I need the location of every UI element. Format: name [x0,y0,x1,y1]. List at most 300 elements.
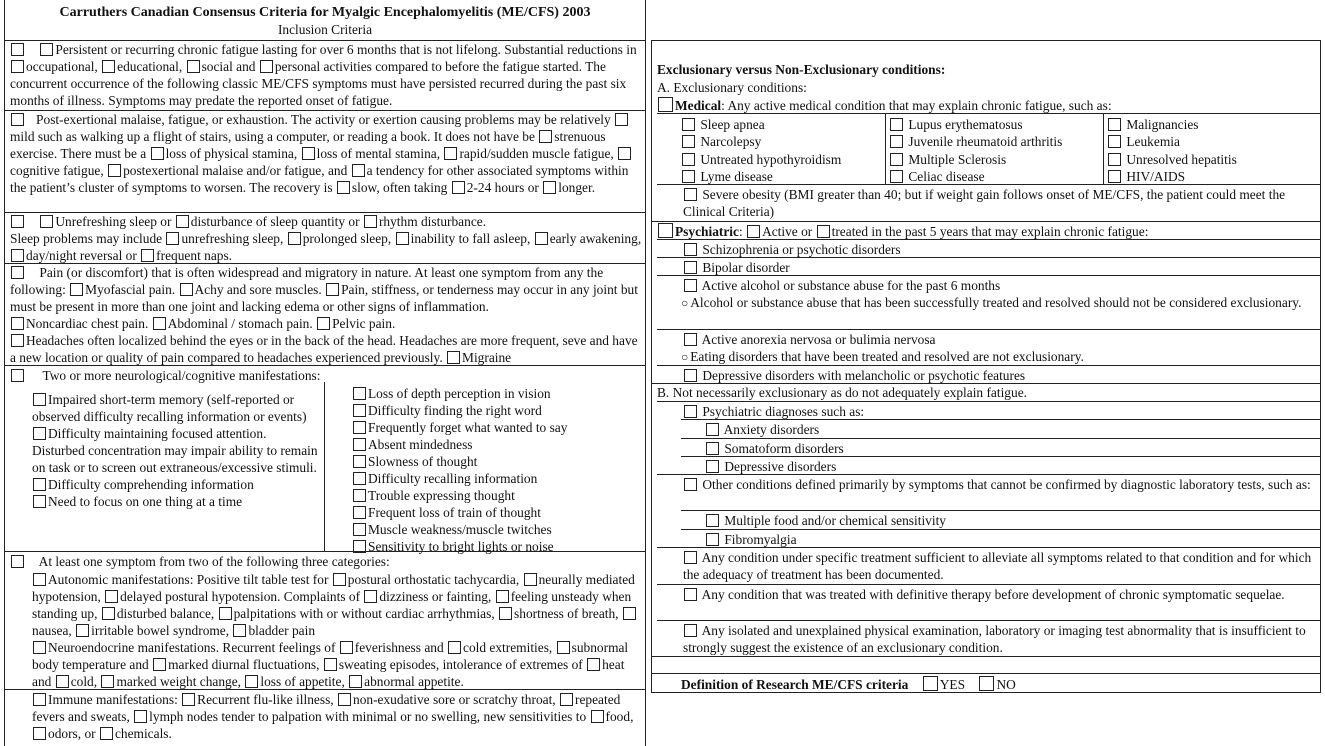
medical-text: : Any active medical condition that may explain chronic fatigue, such as: [721,98,1112,113]
psych-treated-checkbox[interactable] [817,225,830,238]
slow-label: slow, often taking [351,180,448,195]
anxiety-checkbox[interactable] [706,423,719,436]
exclusion-panel [651,0,1325,746]
anxiety-row [705,421,1321,438]
psych-grid-line [657,329,1321,330]
alcohol-note-row [681,294,1315,312]
exclusion-heading: Exclusionary versus Non-Exclusionary conditions: [657,62,946,77]
chemicals-checkbox[interactable] [100,727,113,740]
neuro-right-checkbox-5[interactable] [353,472,366,485]
neuro-right-checkbox-4[interactable] [353,455,366,468]
b-depressive-label: Depressive disorders [724,459,837,474]
fall-asleep-checkbox[interactable] [396,232,409,245]
headaches-label: Headaches often localized behind the eyes or in the back of the head. Headaches are more frequent, seve and have a new location or quality of pain compared to headaches experienced previously. [10,333,638,365]
early-awakening-label: early awakening, [549,231,642,246]
educational-label: educational, [117,59,183,74]
pem-main-checkbox[interactable] [11,113,24,126]
no-checkbox[interactable] [979,676,994,691]
unrefreshing-checkbox[interactable] [40,215,53,228]
headaches-checkbox[interactable] [11,334,24,347]
joint-pain-checkbox[interactable] [326,283,339,296]
medical-grid [657,113,1321,185]
neuro-divider [324,382,325,552]
medical-item: Celiac disease [908,169,985,184]
psych-treated-label: treated in the past 5 years that may explain chronic fatigue: [831,224,1149,239]
somatoform-row [705,440,1321,457]
neuro-left-item: Difficulty maintaining focused attention. Disturbed concentration may impair ability to remain on task or to screen out extraneous/excessive stimuli. [32,426,318,475]
neuro-right-item: Difficulty recalling information [368,471,538,486]
b-other-label: Other conditions defined primarily by symptoms that cannot be confirmed by diagnostic laboratory tests, such as: [702,477,1311,492]
nmh-checkbox[interactable] [524,573,537,586]
pem-text-3: strenuous exercise. There must be a [10,129,606,161]
ibs-checkbox[interactable] [76,624,89,637]
b-grid-line [681,529,1321,530]
medical-item: Unresolved hepatitis [1126,152,1237,167]
weight-change-checkbox[interactable] [101,675,114,688]
three-heading: At least one symptom from two of the following three categories: [38,554,390,569]
neuro-heading: Two or more neurological/cognitive manifestations: [42,368,321,383]
b-isolated-row [683,622,1319,656]
personal-checkbox[interactable] [260,60,273,73]
physical-stamina-label: loss of physical stamina, [165,146,298,161]
b-defin-row [683,586,1319,603]
hepatitis-checkbox[interactable] [1108,153,1121,166]
throat-label: non-exudative sore or scratchy throat, [353,692,556,707]
pem-text: Post-exertional malaise, fatigue, or exhaustion. The activity or exertion causing problems may be relatively [36,112,611,127]
circle-bullet-icon: ○ [681,350,689,364]
b-psych-row [683,403,1321,420]
achy-label: Achy and sore muscles. [194,282,322,297]
immune-checkbox[interactable] [33,693,46,706]
cold-extremities-checkbox[interactable] [448,641,461,654]
page-subtitle: Inclusion Criteria [277,22,373,37]
slow-checkbox[interactable] [337,181,350,194]
b-isolated-checkbox[interactable] [684,624,697,637]
left-border [4,0,5,746]
pem-text-9: a tendency for other associated symptoms within the patient’s cluster of symptoms to worsen. The recovery is [10,163,629,195]
depressive-row [683,367,1321,384]
neuro-left-item: Impaired short-term memory (self-reported or observed difficulty recalling information or events) [32,392,307,424]
achy-checkbox[interactable] [180,283,193,296]
abnormal-appetite-checkbox[interactable] [349,675,362,688]
muscle-fatigue-checkbox[interactable] [444,147,457,160]
definition-row [681,676,1016,693]
alcohol-row [683,277,1321,294]
food-label: food, [605,709,634,724]
pots-label: postural orthostatic tachycardia, [347,572,520,587]
pain-main-checkbox[interactable] [11,266,24,279]
pots-checkbox[interactable] [333,573,346,586]
medical-item: Malignancies [1126,117,1199,132]
anxiety-label: Anxiety disorders [723,422,820,437]
psych-grid-line [657,275,1321,276]
fatigue-checkbox[interactable] [40,43,53,56]
immune-text: Immune manifestations: [48,692,178,707]
b-depressive-checkbox[interactable] [706,460,719,473]
anorexia-checkbox[interactable] [684,333,697,346]
psych-grid-line [657,365,1321,366]
psych-label: Psychiatric [675,224,739,239]
physical-stamina-checkbox[interactable] [151,147,164,160]
bipolar-row [683,259,1321,276]
fibro-label: Fibromyalgia [724,532,797,547]
obesity-checkbox[interactable] [684,188,697,201]
psych-grid-line [657,257,1321,258]
definition-label: Definition of Research ME/CFS criteria [681,677,909,692]
chest-pain-checkbox[interactable] [11,317,24,330]
page-title: Carruthers Canadian Consensus Criteria for Myalgic Encephalomyelitis (ME/CFS) 2003 [59,5,591,20]
lymph-label: lymph nodes tender to palpation with minimal or no swelling, new sensitivities to [149,709,587,724]
immune-divider [4,689,646,690]
neuro-right-checkbox-1[interactable] [353,404,366,417]
b-grid-line [657,401,1321,402]
b-other-row [683,476,1319,493]
neuro-left-checkbox-1[interactable] [33,427,46,440]
alcohol-label: Active alcohol or substance abuse for the past 6 months [701,278,1001,293]
neuro-right-checkbox-2[interactable] [353,421,366,434]
fatigue-text-2: personal activities compared to before the fatigue started. The concurrent occurrence of the following classic ME/CFS symptoms must have persisted recurred during the past six months of illness. Symptoms may predate the reported onset of fatigue. [10,59,627,108]
neuro-left-checkbox-2[interactable] [33,478,46,491]
bladder-label: bladder pain [248,623,316,638]
bipolar-label: Bipolar disorder [702,260,790,275]
fibro-checkbox[interactable] [706,533,719,546]
pain-text: Pain (or discomfort) that is often widespread and migratory in nature. At least one symptom from any the following: [10,265,604,297]
anorexia-row [683,331,1321,348]
psych-row [657,223,1321,240]
medical-item: Multiple Sclerosis [908,152,1007,167]
b-depressive-row [705,458,1321,475]
delayed-hypotension-checkbox[interactable] [105,590,118,603]
mental-stamina-checkbox[interactable] [302,147,315,160]
depressive-label: Depressive disorders with melancholic or psychotic features [702,368,1026,383]
throat-checkbox[interactable] [338,693,351,706]
psych-active-label: Active or [762,224,813,239]
a-label-row [657,79,1321,96]
medical-item: Sleep apnea [700,117,765,132]
b-psych-checkbox[interactable] [684,405,697,418]
neuro-right-list [352,385,642,555]
b-other-checkbox[interactable] [684,478,697,491]
leukemia-checkbox[interactable] [1108,135,1121,148]
cognitive-fatigue-checkbox[interactable] [618,147,631,160]
neuro-right-item: Frequent loss of train of thought [368,505,541,520]
inclusion-criteria-panel [4,0,646,746]
neuro-left-checkbox-0[interactable] [33,393,46,406]
neuro-right-checkbox-0[interactable] [353,387,366,400]
b-grid-line [651,656,1321,657]
pelvic-pain-label: Pelvic pain. [332,316,396,331]
pain-section [4,263,646,365]
alcohol-checkbox[interactable] [684,279,697,292]
unsteady-label: feeling unsteady when standing up, [32,589,632,621]
pem-text-2: mild such as walking up a flight of stairs, using a computer, or reading a book. It does not have be [10,129,535,144]
neuro-right-checkbox-3[interactable] [353,438,366,451]
prolonged-sleep-label: prolonged sleep, [302,231,392,246]
b-grid-line [657,584,1321,585]
neuroendocrine-checkbox[interactable] [33,641,46,654]
fatigue-text: Persistent or recurring chronic fatigue lasting for over 6 months that is not lifelong. Substantial reductions in [55,42,637,57]
social-checkbox[interactable] [187,60,200,73]
neuro-left-item: Need to focus on one thing at a time [48,494,243,509]
immune-block [32,691,640,742]
nausea-label: nausea, [32,623,72,638]
diurnal-checkbox[interactable] [153,658,166,671]
unrefreshing-label: Unrefreshing sleep or [55,214,172,229]
bladder-checkbox[interactable] [233,624,246,637]
neuro-left-list [32,391,320,510]
anorexia-label: Active anorexia nervosa or bulimia nervosa [701,332,936,347]
rhythm-label: rhythm disturbance. [378,214,487,229]
fibro-row [705,531,1321,548]
b-treat-label: Any condition under specific treatment sufficient to alleviate all symptoms related to that condition and for which the adequacy of treatment has been documented. [683,550,1312,582]
psych-grid-line [657,239,1321,240]
cold-extremities-label: cold extremities, [463,640,553,655]
postexertional-checkbox[interactable] [108,164,121,177]
longer-label: longer. [558,180,596,195]
medical-item: Leukemia [1126,134,1180,149]
mcs-checkbox[interactable] [706,514,719,527]
b-grid-line [681,456,1321,457]
b-grid-line [657,547,1321,548]
sleep-quantity-label: disturbance of sleep quantity or [190,214,360,229]
abnormal-appetite-label: abnormal appetite. [364,674,464,689]
abdominal-pain-label: Abdominal / stomach pain. [167,316,313,331]
dizziness-checkbox[interactable] [364,590,377,603]
ibs-label: irritable bowel syndrome, [91,623,230,638]
medical-item: Juvenile rheumatoid arthritis [908,134,1063,149]
celiac-checkbox[interactable] [890,170,903,183]
hiv-checkbox[interactable] [1108,170,1121,183]
feverishness-label: feverishness and [354,640,444,655]
b-grid-line [681,438,1321,439]
grid-divider-2 [1103,114,1104,185]
autonomic-block [32,571,640,690]
neuro-right-item: Sensitivity to bright lights or noise [368,539,554,554]
odors-label: odors, or [48,726,96,741]
exclusion-heading-row [657,61,1321,78]
heat-label: heat and [32,657,625,689]
hypothyroidism-checkbox[interactable] [682,153,695,166]
neuro-right-item: Muscle weakness/muscle twitches [368,522,552,537]
migraine-checkbox[interactable] [447,351,460,364]
obesity-row [683,186,1319,220]
cognitive-fatigue-label: cognitive fatigue, [10,163,104,178]
three-main-checkbox[interactable] [11,555,24,568]
early-awakening-checkbox[interactable] [535,232,548,245]
breath-label: shortness of breath, [514,606,619,621]
sleep-quantity-checkbox[interactable] [176,215,189,228]
heat-checkbox[interactable] [587,658,600,671]
neuro-left-item: Difficulty comprehending information [48,477,254,492]
frequent-naps-label: frequent naps. [156,248,233,263]
ms-checkbox[interactable] [890,153,903,166]
b-defin-checkbox[interactable] [684,588,697,601]
diurnal-label: marked diurnal fluctuations, [168,657,320,672]
psych-colon: : [738,224,743,239]
nmh-label: neurally mediated hypotension, [32,572,635,604]
three-categories-section [4,551,646,746]
abdominal-pain-checkbox[interactable] [153,317,166,330]
neuro-main-checkbox[interactable] [11,369,24,382]
schizo-label: Schizophrenia or psychotic disorders [702,242,901,257]
unrefreshing-sleep-label: unrefreshing sleep, [181,231,284,246]
delayed-hypotension-label: delayed postural hypotension. Complaints of [120,589,361,604]
food-checkbox[interactable] [591,710,604,723]
day-night-label: day/night reversal or [26,248,137,263]
lupus-checkbox[interactable] [890,118,903,131]
tendency-checkbox[interactable] [352,164,365,177]
neuro-section [4,365,646,554]
subnormal-temp-checkbox[interactable] [557,641,570,654]
a-label: A. Exclusionary conditions: [657,80,807,95]
postexertional-label: postexertional malaise and/or fatigue, and [123,163,348,178]
fatigue-section [4,40,646,110]
header [4,4,646,40]
rhythm-checkbox[interactable] [364,215,377,228]
medical-row [657,97,1321,114]
pem-section [4,110,646,212]
medical-item: Lupus erythematosus [908,117,1023,132]
chest-pain-label: Noncardiac chest pain. [26,316,149,331]
autonomic-text: Autonomic manifestations: Positive tilt table test for [48,572,329,587]
bipolar-checkbox[interactable] [684,261,697,274]
myofascial-checkbox[interactable] [70,283,83,296]
medical-checkbox[interactable] [658,97,673,112]
malignancies-checkbox[interactable] [1108,118,1121,131]
mcs-label: Multiple food and/or chemical sensitivity [724,513,947,528]
psych-divider [651,221,1321,222]
alcohol-note: Alcohol or substance abuse that has been successfully treated and resolved should not be considered exclusionary. [690,295,1302,310]
obesity-divider [657,184,1321,185]
mcs-row [705,512,1321,529]
occupational-label: occupational, [26,59,98,74]
psych-active-checkbox[interactable] [747,225,760,238]
mental-stamina-label: loss of mental stamina, [316,146,441,161]
definition-top-line [651,673,1321,674]
joint-pain-label: Pain, stiffness, or tenderness may occur in any joint but must be present in more than one joint and lacking edema or other signs of inflammation. [10,282,638,314]
palpitations-checkbox[interactable] [219,607,232,620]
circle-bullet-icon: ○ [681,296,689,310]
sweating-label: sweating episodes, intolerance of extremes of [338,657,583,672]
unsteady-checkbox[interactable] [496,590,509,603]
feverishness-checkbox[interactable] [340,641,353,654]
neuro-right-checkbox-7[interactable] [353,506,366,519]
fevers-label: repeated fevers and sweats, [32,692,621,724]
b-grid-line [681,510,1321,511]
balance-checkbox[interactable] [102,607,115,620]
psychiatric-checkbox[interactable] [658,223,673,238]
educational-checkbox[interactable] [102,60,115,73]
obesity-text: Severe obesity (BMI greater than 40; but if weight gain follows onset of ME/CFS, the patient could meet the Clinical Criteria) [683,187,1286,219]
sleep-section [4,212,646,263]
neuro-left-checkbox-3[interactable] [33,495,46,508]
b-isolated-label: Any isolated and unexplained physical examination, laboratory or imaging test abnormality that is insufficient to strongly suggest the existence of an exclusionary condition. [683,623,1306,655]
medical-item: Untreated hypothyroidism [700,152,842,167]
autonomic-checkbox[interactable] [33,573,46,586]
eating-note: Eating disorders that have been treated and resolved are not exclusionary. [690,349,1084,364]
breath-checkbox[interactable] [499,607,512,620]
flu-checkbox[interactable] [182,693,195,706]
medical-item: HIV/AIDS [1126,169,1186,184]
dizziness-label: dizziness or fainting, [379,589,492,604]
frequent-naps-checkbox[interactable] [141,249,154,262]
unrefreshing-sleep-checkbox[interactable] [166,232,179,245]
lyme-checkbox[interactable] [682,170,695,183]
sleep-apnea-checkbox[interactable] [682,118,695,131]
occupational-checkbox[interactable] [11,60,24,73]
jra-checkbox[interactable] [890,135,903,148]
b-label: B. Not necessarily exclusionary as do not adequately explain fatigue. [657,385,1027,400]
schizo-checkbox[interactable] [684,243,697,256]
chemicals-label: chemicals. [114,726,172,741]
b-label-row [657,384,1321,401]
grid-divider-1 [885,114,886,185]
b-treat-checkbox[interactable] [684,551,697,564]
neuro-right-item: Frequently forget what wanted to say [368,420,568,435]
b-grid-line [657,620,1321,621]
muscle-fatigue-label: rapid/sudden muscle fatigue, [459,146,614,161]
migraine-label: Migraine [462,350,512,365]
no-label: NO [996,677,1016,692]
fatigue-main-checkbox[interactable] [11,43,24,56]
myofascial-label: Myofascial pain. [85,282,176,297]
prolonged-sleep-checkbox[interactable] [288,232,301,245]
balance-label: disturbed balance, [116,606,215,621]
neuro-right-item: Trouble expressing thought [368,488,515,503]
neuro-right-item: Difficulty finding the right word [368,403,542,418]
longer-checkbox[interactable] [543,181,556,194]
somatoform-label: Somatoform disorders [724,441,844,456]
medical-item: Narcolepsy [700,134,762,149]
weight-change-label: marked weight change, [116,674,242,689]
appetite-loss-checkbox[interactable] [245,675,258,688]
somatoform-checkbox[interactable] [706,442,719,455]
pelvic-pain-checkbox[interactable] [317,317,330,330]
fevers-checkbox[interactable] [560,693,573,706]
left-right-border [645,0,646,746]
strenuous-checkbox[interactable] [539,130,552,143]
yes-checkbox[interactable] [923,676,938,691]
yes-label: YES [939,677,966,692]
lymph-checkbox[interactable] [134,710,147,723]
b-treat-row [683,549,1319,583]
b-psych-label: Psychiatric diagnoses such as: [702,404,865,419]
sleep-main-checkbox[interactable] [11,215,24,228]
mild-checkbox[interactable] [615,113,628,126]
fall-asleep-label: inability to fall asleep, [410,231,531,246]
narcolepsy-checkbox[interactable] [682,135,695,148]
hours-checkbox[interactable] [452,181,465,194]
cold-label: cold, [70,674,98,689]
odors-checkbox[interactable] [33,727,46,740]
neuro-right-checkbox-6[interactable] [353,489,366,502]
subnormal-temp-label: subnormal body temperature and [32,640,629,672]
schizo-row [683,241,1321,258]
depressive-checkbox[interactable] [684,369,697,382]
palpitations-label: palpitations with or without cardiac arrhythmias, [233,606,495,621]
neuro-right-item: Absent mindedness [368,437,473,452]
definition-bottom-line [651,692,1321,693]
day-night-checkbox[interactable] [11,249,24,262]
cold-checkbox[interactable] [56,675,69,688]
appetite-loss-label: loss of appetite, [260,674,345,689]
neuro-right-checkbox-8[interactable] [353,523,366,536]
neuro-right-item: Loss of depth perception in vision [368,386,551,401]
sweating-checkbox[interactable] [324,658,337,671]
b-defin-label: Any condition that was treated with definitive therapy before development of chronic symptomatic sequelae. [701,587,1285,602]
nausea-checkbox[interactable] [623,607,636,620]
social-label: social and [201,59,256,74]
